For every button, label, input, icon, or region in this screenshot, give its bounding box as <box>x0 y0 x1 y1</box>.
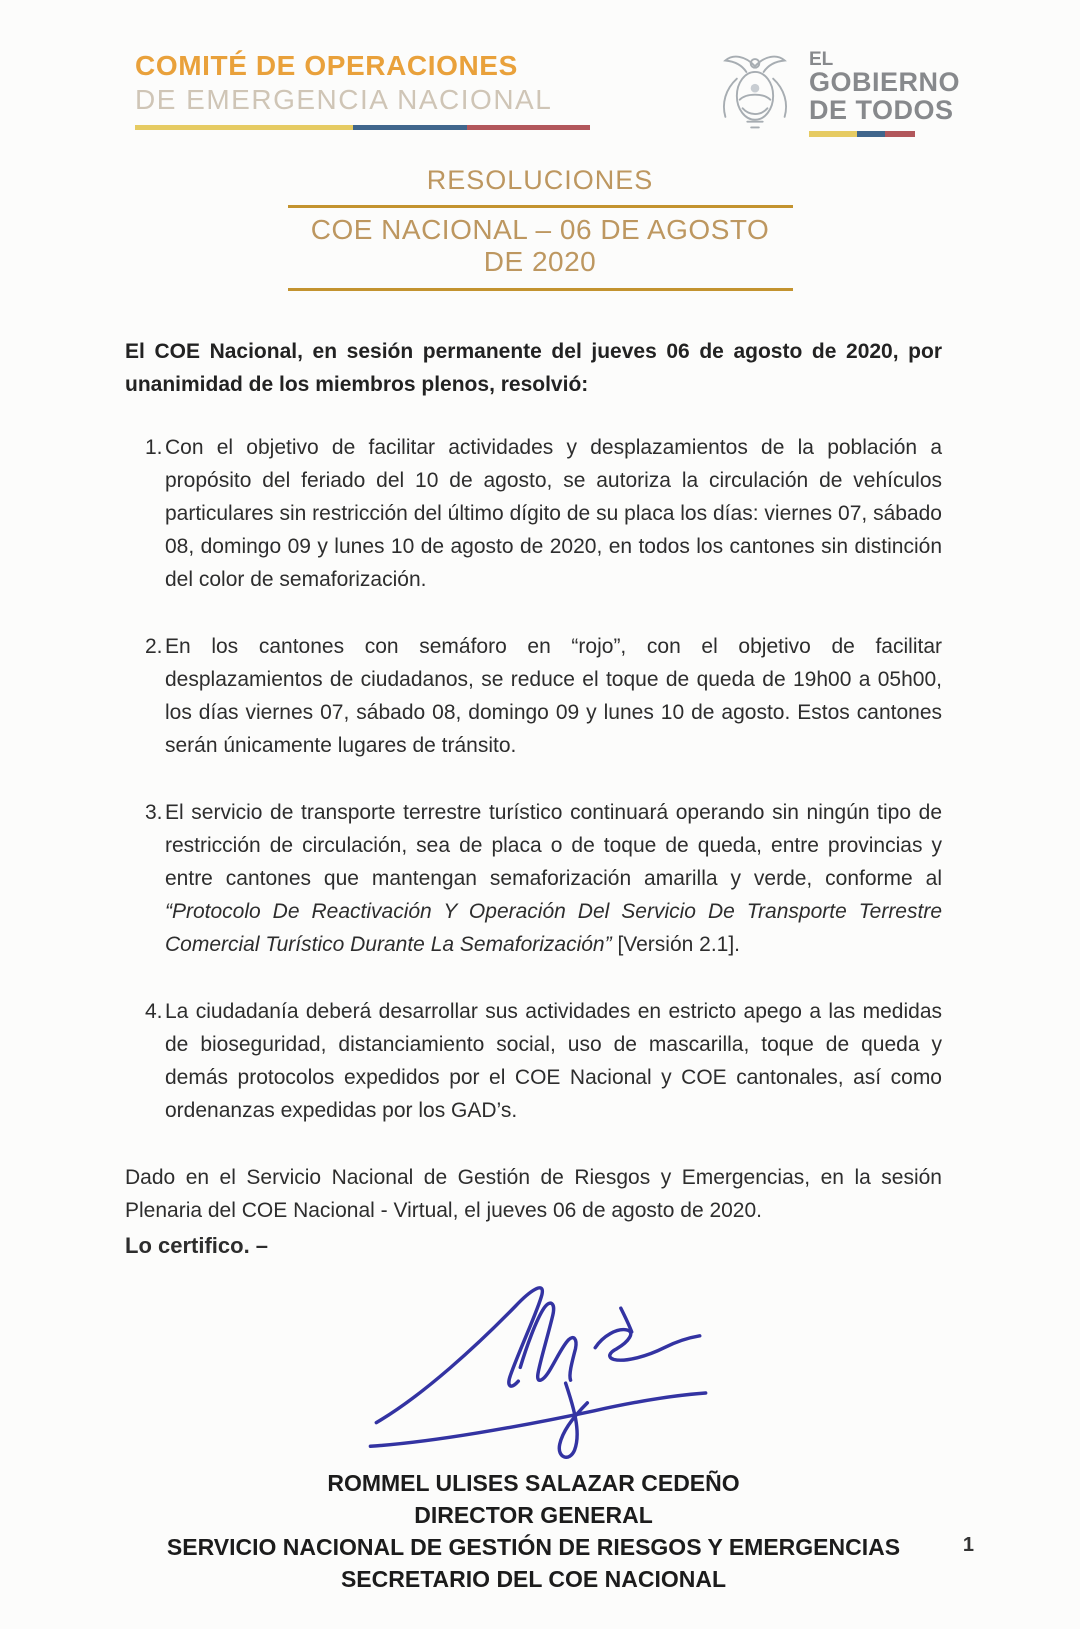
page-number: 1 <box>962 1534 974 1556</box>
gobierno-de-todos-logo <box>707 50 960 137</box>
signatory-role-3: SECRETARIO DEL COE NACIONAL <box>340 1566 727 1593</box>
signatory-block <box>125 1467 942 1595</box>
resolutions-list <box>125 431 942 1127</box>
resolution-item-1 <box>125 431 942 596</box>
resolution-item-3 <box>125 796 942 961</box>
coe-logo-line1: COMITÉ DE OPERACIONES <box>135 50 518 81</box>
signatory-role-2: SERVICIO NACIONAL DE GESTIÓN DE RIESGOS Y EMERGENCIAS <box>166 1534 901 1561</box>
flag-bar-blue <box>353 125 467 130</box>
flag-bar-red <box>467 125 590 130</box>
coe-logo-line2: DE EMERGENCIA NACIONAL <box>135 84 553 115</box>
gobierno-flag-red <box>885 131 915 137</box>
gobierno-gobierno: GOBIERNO <box>808 67 960 97</box>
signatory-name: ROMMEL ULISES SALAZAR CEDEÑO <box>327 1470 740 1497</box>
flag-bar <box>135 125 590 130</box>
resolution-text-1: Con el objetivo de facilitar actividades y desplazamientos de la población a propósito del feriado del 10 de agosto, se autoriza la circulación de vehículos particulares sin restricción del último dígito de su placa los días: viernes 07, sábado 08, domingo 09 y lunes 10 de agosto de 2020, en todos los cantones sin distinción del color de semaforización. <box>165 436 942 592</box>
ecuador-coat-of-arms-icon <box>707 50 803 136</box>
document-title: RESOLUCIONES <box>288 165 793 208</box>
coe-nacional-logo <box>135 50 590 130</box>
certification-line: Lo certifico. – <box>125 1233 269 1259</box>
resolution-number-2: 2. <box>145 635 163 659</box>
resolution-text-2: En los cantones con semáforo en “rojo”, con el objetivo de facilitar desplazamientos de ciudadanos, se reduce el toque de queda de 19h00 a 05h00, los días viernes 07, sábado 08, domingo 09 y lunes 10 de agosto. Estos cantones serán únicamente lugares de tránsito. <box>165 635 942 758</box>
flag-bar-yellow <box>135 125 353 130</box>
resolution-3-protocol-title: “Protocolo De Reactivación Y Operación Del Servicio De Transporte Terrestre Comercial Turístico Durante La Semaforización” <box>165 900 942 957</box>
gobierno-flag-yellow <box>809 131 857 137</box>
gobierno-flag-blue <box>857 131 886 137</box>
document-subtitle: COE NACIONAL – 06 DE AGOSTO DE 2020 <box>288 208 793 291</box>
document-header <box>0 0 1080 137</box>
resolution-3-text-before: El servicio de transporte terrestre turístico continuará operando sin ningún tipo de restricción de circulación, sea de placa o de toque de queda, entre provincias y entre cantones que mantengan semaforización amarilla y verde, conforme al <box>165 801 942 891</box>
gobierno-text-block <box>809 50 960 137</box>
resolution-text-4: La ciudadanía deberá desarrollar sus actividades en estricto apego a las medidas de bioseguridad, distanciamiento social, uso de mascarilla, toque de queda y demás protocolos expedidos por el COE Nacional y COE cantonales, así como ordenanzas expedidas por los GAD’s. <box>165 1000 942 1123</box>
resolution-item-2 <box>125 630 942 762</box>
handwritten-signature <box>360 1253 720 1465</box>
intro-paragraph: El COE Nacional, en sesión permanente del jueves 06 de agosto de 2020, por unanimidad de los miembros plenos, resolvió: <box>125 340 942 397</box>
resolution-number-3: 3. <box>145 801 163 825</box>
resolution-number-1: 1. <box>145 436 163 460</box>
gobierno-el: EL <box>808 49 834 70</box>
resolution-number-4: 4. <box>145 1000 163 1024</box>
gobierno-de-todos: DE TODOS <box>808 94 954 125</box>
resolution-text-3 <box>165 796 942 961</box>
signatory-role-1: DIRECTOR GENERAL <box>414 1502 653 1529</box>
resolution-item-4 <box>125 995 942 1127</box>
gobierno-flag-bar <box>809 131 915 137</box>
resolution-3-text-after: [Versión 2.1]. <box>611 933 741 957</box>
document-body <box>0 335 1080 1595</box>
title-block <box>288 165 793 291</box>
closing-paragraph: Dado en el Servicio Nacional de Gestión de Riesgos y Emergencias, en la sesión Plenaria del COE Nacional - Virtual, el jueves 06 de agosto de 2020. <box>125 1166 942 1223</box>
